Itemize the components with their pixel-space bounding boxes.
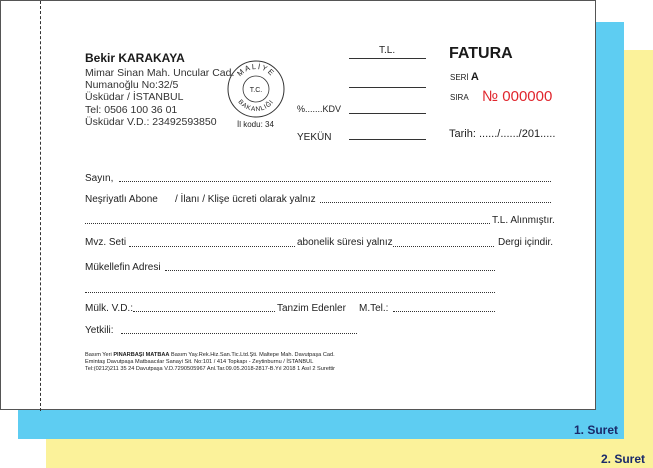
phone-field[interactable] bbox=[393, 311, 495, 312]
seal-bottom-text: BAKANLIĞI bbox=[236, 98, 276, 114]
address-line: Üsküdar / İSTANBUL bbox=[85, 91, 184, 104]
amount-words-field[interactable] bbox=[320, 202, 551, 203]
date-field[interactable]: Tarih: ....../....../201..... bbox=[449, 128, 556, 140]
total-line[interactable] bbox=[349, 139, 426, 140]
sequence-label: SIRA bbox=[450, 93, 469, 102]
seal-center-text: T.C. bbox=[249, 87, 263, 94]
address-line: Numanoğlu No:32/5 bbox=[85, 79, 179, 92]
sayin-label: Sayın, bbox=[85, 173, 114, 184]
second-copy-label: 2. Suret bbox=[600, 452, 645, 466]
perforation-line bbox=[40, 1, 41, 411]
series bbox=[450, 71, 479, 83]
period-field[interactable] bbox=[393, 246, 494, 247]
phone-label: M.Tel.: bbox=[359, 303, 389, 314]
series-value: A bbox=[470, 71, 479, 83]
printer-line-2: Emintaş Davutpaşa Matbaacılar Sanayi Sit. No:101 / 414 Topkapı - Zeytinburnu / İSTANBUL bbox=[85, 359, 314, 365]
currency-label: T.L. bbox=[379, 45, 396, 56]
subscription-period-label: abonelik süresi yalnız bbox=[297, 237, 393, 248]
ministry-seal-icon bbox=[226, 59, 286, 119]
fee-description-label: / İlanı / Klişe ücreti olarak yalnız bbox=[175, 194, 316, 205]
magazine-label: Dergi içindir. bbox=[498, 237, 554, 248]
subtotal-line[interactable] bbox=[349, 87, 426, 88]
subscription-label: Neşriyatlı Abone bbox=[85, 194, 158, 205]
printer-line-3: Tel:(0212)211 35 24 Davutpaşa V.D.7290505967 Anl.Tar.09.05.2018-2817-B.Yıl 2018 1 Asıl 2 Surettir bbox=[85, 366, 336, 372]
tax-office-label: Mülk. V.D.: bbox=[85, 303, 133, 314]
amount-words-field-2[interactable] bbox=[85, 223, 490, 224]
kdv-line[interactable] bbox=[349, 113, 426, 114]
total-label: YEKÜN bbox=[297, 132, 332, 143]
address-field[interactable] bbox=[165, 270, 495, 271]
taxpayer-address-label: Mükellefin Adresi bbox=[85, 262, 161, 273]
customer-name-field[interactable] bbox=[119, 181, 551, 182]
authorized-label: Yetkili: bbox=[85, 325, 114, 336]
printer-brand: PINARBAŞI MATBAA bbox=[113, 352, 170, 358]
invoice-number-value: 000000 bbox=[502, 88, 553, 105]
printer-line-1: Basım Yeri PINARBAŞI MATBAA Basım Yay.Rek.Hiz.San.Tic.Ltd.Şti. Maltepe Mah. Davutpaşa Cad. bbox=[85, 352, 335, 358]
il-kodu: İl kodu: 34 bbox=[237, 120, 274, 129]
address-line: Tel: 0506 100 36 01 bbox=[85, 103, 178, 116]
received-label: T.L. Alınmıştır. bbox=[492, 215, 555, 226]
number-symbol: № bbox=[482, 88, 499, 105]
set-label: Mvz. Seti bbox=[85, 237, 127, 248]
first-copy-label: 1. Suret bbox=[574, 423, 619, 437]
seller-address bbox=[85, 67, 234, 128]
seller-name: Bekir KARAKAYA bbox=[85, 51, 185, 65]
address-line: Üsküdar V.D.: 23492593850 bbox=[85, 115, 217, 128]
printer-info bbox=[85, 352, 335, 373]
kdv-label: %.......KDV bbox=[297, 104, 342, 114]
issuers-label: Tanzim Edenler bbox=[277, 303, 346, 314]
tax-office-field[interactable] bbox=[133, 311, 275, 312]
set-field[interactable] bbox=[129, 246, 295, 247]
amount-line[interactable] bbox=[349, 58, 426, 59]
series-label: SERİ bbox=[450, 73, 469, 82]
address-line: Mimar Sinan Mah. Uncular Cad. bbox=[85, 67, 235, 79]
seal-top-text: MALİYE bbox=[235, 61, 277, 79]
authorized-field[interactable] bbox=[121, 333, 357, 334]
address-field-2[interactable] bbox=[85, 292, 495, 293]
invoice-title: FATURA bbox=[449, 45, 513, 62]
invoice-number bbox=[482, 88, 552, 105]
svg-text:BAKANLIĞI bbox=[237, 99, 276, 114]
